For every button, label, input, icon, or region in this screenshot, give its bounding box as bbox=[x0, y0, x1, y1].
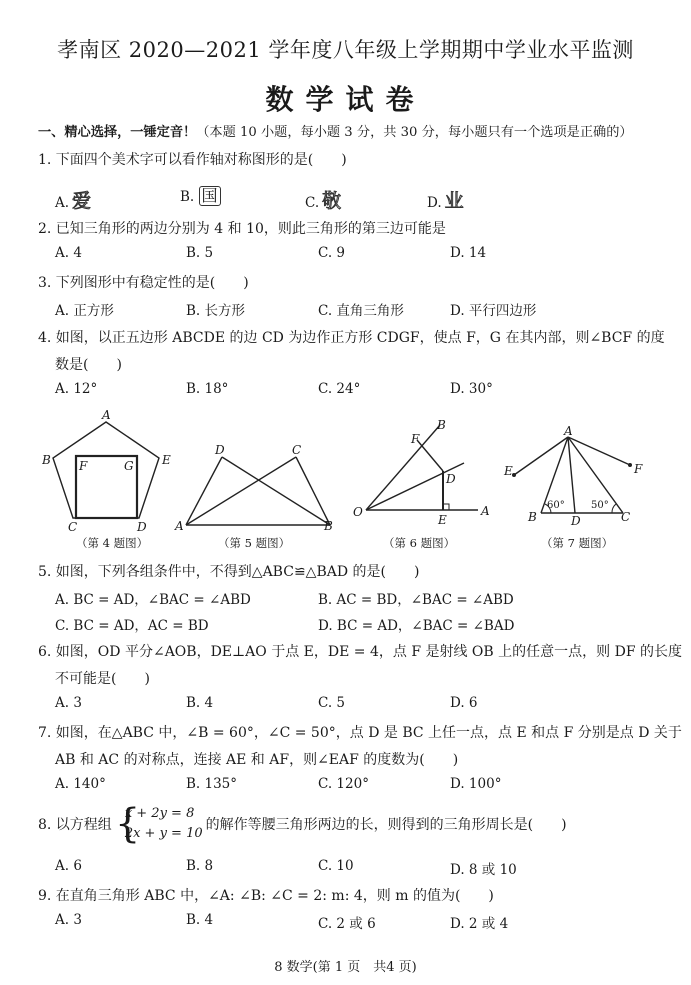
question-1-stem: 1. 下面四个美术字可以看作轴对称图形的是( ) bbox=[38, 152, 347, 168]
label-e: E bbox=[162, 453, 171, 467]
q8-option-a: A. 6 bbox=[55, 858, 82, 874]
figure-4 bbox=[42, 405, 177, 535]
page-footer: 8 数学(第 1 页 共4 页) bbox=[274, 960, 417, 975]
q6-option-b: B. 4 bbox=[186, 695, 214, 711]
label-a: A bbox=[564, 425, 573, 438]
label-c: C bbox=[292, 443, 302, 457]
caption-fig-7: （第 7 题图） bbox=[541, 536, 614, 550]
q2-option-d: D. 14 bbox=[450, 245, 487, 261]
q8-option-d: D. 8 或 10 bbox=[450, 862, 517, 878]
angle-b-label: 60° bbox=[547, 500, 565, 511]
question-3-stem: 3. 下列图形中有稳定性的是( ) bbox=[38, 275, 249, 291]
q9-option-d: D. 2 或 4 bbox=[450, 916, 509, 932]
q3-option-b: B. 长方形 bbox=[186, 303, 246, 319]
q4-option-c: C. 24° bbox=[318, 381, 361, 397]
q4-option-a: A. 12° bbox=[55, 381, 98, 397]
section-heading bbox=[38, 121, 633, 140]
q1-option-a: A. 爱 bbox=[55, 190, 92, 212]
q9-option-b: B. 4 bbox=[186, 912, 214, 928]
label-g: G bbox=[124, 459, 134, 473]
question-5-stem: 5. 如图，下列各组条件中，不得到△ABC≌△BAD 的是( ) bbox=[38, 564, 420, 580]
q1-option-b: B. 国 bbox=[180, 186, 221, 206]
label-b: B bbox=[528, 510, 537, 524]
pentagon bbox=[53, 422, 159, 518]
question-4-stem: 4. 如图，以正五边形 ABCDE 的边 CD 为边作正方形 CDGF，使点 F，G 在其内部，则∠BCF 的度 bbox=[38, 330, 665, 346]
label-e: E bbox=[504, 464, 513, 478]
brace-icon: { bbox=[114, 801, 141, 847]
label-c: C bbox=[621, 510, 631, 524]
label-d: D bbox=[571, 514, 581, 528]
caption-fig-5: （第 5 题图） bbox=[218, 536, 291, 550]
q4-option-b: B. 18° bbox=[186, 381, 229, 397]
q5-option-c: C. BC = AD，AC = BD bbox=[55, 618, 209, 634]
question-6-stem-cont: 不可能是( ) bbox=[55, 671, 150, 687]
q7-option-b: B. 135° bbox=[186, 776, 238, 792]
q1-option-c: C. 敬 bbox=[305, 190, 342, 212]
q1-option-d: D. 业 bbox=[427, 190, 464, 212]
label-e: E bbox=[438, 513, 447, 527]
q9-option-a: A. 3 bbox=[55, 912, 82, 928]
question-7-stem: 7. 如图，在△ABC 中，∠B = 60°，∠C = 50°，点 D 是 BC 上任一点，点 E 和点 F 分别是点 D 关于 bbox=[38, 725, 682, 741]
question-9-stem: 9. 在直角三角形 ABC 中，∠A: ∠B: ∠C = 2: m: 4，则 m 的值为( ) bbox=[38, 888, 494, 904]
art-glyph-guo: 国 bbox=[199, 186, 221, 206]
q8-option-b: B. 8 bbox=[186, 858, 214, 874]
exam-header: 孝南区 2020—2021 学年度八年级上学期期中学业水平监测 bbox=[57, 38, 634, 62]
angle-c-label: 50° bbox=[591, 500, 609, 511]
label-a: A bbox=[102, 408, 111, 422]
equation-2: 2x + y = 10 bbox=[124, 826, 203, 841]
caption-fig-4: （第 4 题图） bbox=[76, 536, 149, 550]
figure-7 bbox=[500, 425, 655, 530]
question-7-stem-cont: AB 和 AC 的对称点，连接 AE 和 AF，则∠EAF 的度数为( ) bbox=[55, 752, 459, 768]
art-glyph-jing: 敬 bbox=[322, 190, 342, 212]
q3-option-c: C. 直角三角形 bbox=[318, 303, 404, 319]
label-d: D bbox=[446, 472, 456, 486]
question-4-stem-cont: 数是( ) bbox=[55, 357, 122, 373]
label-f: F bbox=[411, 432, 420, 446]
section-instructions: （本题 10 小题，每小题 3 分，共 30 分，每小题只有一个选项是正确的） bbox=[196, 125, 633, 140]
q3-option-d: D. 平行四边形 bbox=[450, 303, 537, 319]
label-a: A bbox=[481, 504, 490, 518]
q7-option-a: A. 140° bbox=[55, 776, 106, 792]
label-f: F bbox=[79, 459, 88, 473]
q5-option-b: B. AC = BD，∠BAC = ∠ABD bbox=[318, 592, 514, 608]
q5-option-a: A. BC = AD，∠BAC = ∠ABD bbox=[55, 592, 251, 608]
figure-5 bbox=[172, 440, 342, 535]
label-f: F bbox=[634, 462, 643, 476]
question-6-stem: 6. 如图，OD 平分∠AOB，DE⊥AO 于点 E，DE = 4，点 F 是射线 OB 上的任意一点，则 DF 的长度 bbox=[38, 644, 682, 660]
label-b: B bbox=[42, 453, 51, 467]
art-glyph-ai: 爱 bbox=[72, 190, 92, 212]
section-title: 一、精心选择，一锤定音！ bbox=[38, 125, 197, 140]
q3-option-a: A. 正方形 bbox=[55, 303, 114, 319]
q8-option-c: C. 10 bbox=[318, 858, 354, 874]
q2-option-c: C. 9 bbox=[318, 245, 346, 261]
q7-option-d: D. 100° bbox=[450, 776, 502, 792]
q9-option-c: C. 2 或 6 bbox=[318, 916, 376, 932]
paper-title: 数学试卷 bbox=[265, 83, 426, 116]
label-c: C bbox=[68, 520, 78, 534]
q2-option-b: B. 5 bbox=[186, 245, 214, 261]
label-o: O bbox=[353, 505, 363, 519]
q4-option-d: D. 30° bbox=[450, 381, 493, 397]
question-2-stem: 2. 已知三角形的两边分别为 4 和 10，则此三角形的第三边可能是 bbox=[38, 221, 446, 237]
q7-option-c: C. 120° bbox=[318, 776, 369, 792]
equation-system bbox=[114, 801, 203, 847]
q6-option-a: A. 3 bbox=[55, 695, 82, 711]
caption-fig-6: （第 6 题图） bbox=[383, 536, 456, 550]
q6-option-c: C. 5 bbox=[318, 695, 346, 711]
art-glyph-ye: 业 bbox=[444, 190, 464, 212]
label-a: A bbox=[175, 519, 184, 533]
q2-option-a: A. 4 bbox=[55, 245, 82, 261]
label-d: D bbox=[215, 443, 225, 457]
equation-1: x + 2y = 8 bbox=[124, 806, 195, 821]
figure-6 bbox=[350, 415, 495, 530]
label-d: D bbox=[137, 520, 147, 534]
label-b: B bbox=[437, 418, 446, 432]
q6-option-d: D. 6 bbox=[450, 695, 478, 711]
question-8-stem: 8. 以方程组 { x + 2y = 8 2x + y = 10 的解作等腰三角形两边的长，则得到的三角形周长是( ) bbox=[38, 801, 567, 847]
label-b: B bbox=[324, 519, 333, 533]
q5-option-d: D. BC = AD，∠BAC = ∠BAD bbox=[318, 618, 515, 634]
